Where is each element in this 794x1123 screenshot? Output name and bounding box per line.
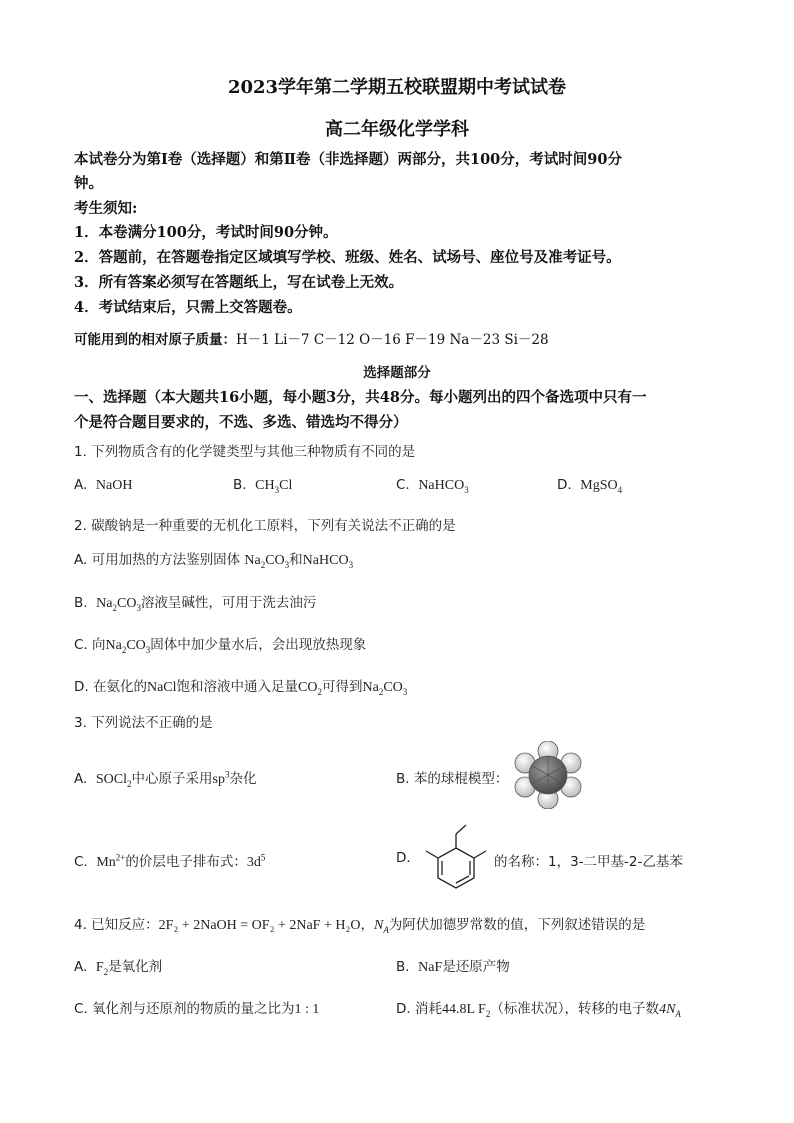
q3-option-c: C. $Mn^{2+}$的价层电子排布式：$3d^5$	[74, 852, 266, 870]
q4-option-d: D. 消耗44.8L $F_2$（标准状况），转移的电子数$4N_A$	[396, 1001, 681, 1019]
question-4-stem: 4. 已知反应：2F₂ + 2NaOH = OF₂ + 2NaF + H₂O，$N_A$为阿伏加德罗常数的值，下列叙述错误的是	[74, 917, 646, 935]
q3-option-b: B. 苯的球棍模型：	[396, 771, 509, 787]
intro-line-2: 钟。	[74, 175, 103, 192]
notice-item: 3．所有答案必须写在答题纸上，写在试卷上无效。	[74, 274, 404, 291]
q1-option-c: C. NaHCO$_3$	[396, 477, 469, 495]
atomic-mass-label: 可能用到的相对原子质量：	[74, 332, 236, 348]
q2-option-d: D. 在氨化的NaCl饱和溶液中通入足量$CO_2$可得到$Na_2CO_3$	[74, 679, 408, 697]
section-heading-1: 一、选择题（本大题共16小题，每小题3分，共48分。每小题列出的四个备选项中只有一	[74, 389, 647, 406]
q4-option-a: A. $F_2$是氧化剂	[74, 959, 163, 977]
q3-option-d-label: D.	[396, 850, 411, 866]
notice-item: 1．本卷满分100分，考试时间90分钟。	[74, 224, 338, 241]
q1-option-a: A. NaOH	[74, 477, 133, 493]
q2-option-b: B. $Na_2CO_3$溶液呈碱性，可用于洗去油污	[74, 595, 317, 613]
exam-subtitle: 高二年级化学学科	[325, 119, 469, 140]
notice-item: 4．考试结束后，只需上交答题卷。	[74, 299, 302, 316]
exam-title: 2023学年第二学期五校联盟期中考试试卷	[227, 77, 567, 98]
section-title: 选择题部分	[363, 365, 431, 381]
q3-option-d-text: 的名称：1，3-二甲基-2-乙基苯	[494, 854, 683, 870]
q1-option-d: D. MgSO$_4$	[557, 477, 623, 495]
q1-option-b: B. $CH_3Cl$	[233, 477, 293, 495]
q2-option-a: A. 可用加热的方法鉴别固体 $Na_2CO_3$和NaHCO$_3$	[74, 552, 354, 570]
section-heading-2: 个是符合题目要求的，不选、多选、错选均不得分）	[74, 414, 408, 431]
dimethyl-ethylbenzene-structure	[420, 820, 492, 892]
question-3-stem: 3. 下列说法不正确的是	[74, 715, 213, 731]
q4-option-c: C. 氧化剂与还原剂的物质的量之比为1 : 1	[74, 1001, 320, 1017]
q4-option-b: B. NaF是还原产物	[396, 959, 510, 975]
notice-label: 考生须知:	[74, 200, 138, 217]
intro-line-1: 本试卷分为第Ⅰ卷（选择题）和第Ⅱ卷（非选择题）两部分，共100分，考试时间90分	[74, 151, 622, 168]
question-1-stem: 1. 下列物质含有的化学键类型与其他三种物质有不同的是	[74, 444, 416, 460]
q3-option-a: A. SOCl$_2$中心原子采用$sp^3$杂化	[74, 769, 257, 789]
atomic-mass-line	[74, 328, 549, 348]
notice-item: 2．答题前，在答题卷指定区域填写学校、班级、姓名、试场号、座位号及准考证号。	[74, 249, 621, 266]
q2-option-c: C. 向$Na_2CO_3$固体中加少量水后，会出现放热现象	[74, 637, 367, 655]
question-2-stem: 2. 碳酸钠是一种重要的无机化工原料，下列有关说法不正确的是	[74, 518, 456, 534]
benzene-ball-stick-model	[512, 741, 584, 809]
atomic-mass-values: H－1 Li－7 C－12 O－16 F－19 Na－23 Si－28	[236, 332, 549, 348]
